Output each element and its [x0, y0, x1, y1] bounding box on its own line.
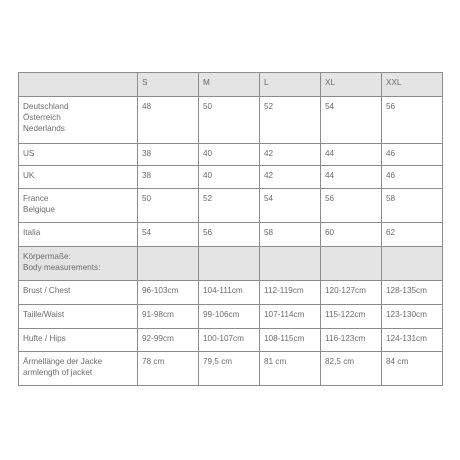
size-chart-table [18, 72, 443, 386]
row-label-line: US [23, 149, 35, 158]
table-cell: 42 [260, 166, 321, 189]
row-label-line: armlength of jacket [23, 368, 93, 377]
table-cell: 38 [138, 144, 199, 166]
table-cell: 50 [199, 97, 260, 144]
row-label [19, 305, 138, 329]
section-cell [260, 247, 321, 281]
table-cell: 84 cm [382, 352, 443, 386]
row-label [19, 166, 138, 189]
header-cell-m: M [199, 73, 260, 97]
table-cell: 96-103cm [138, 281, 199, 305]
table-row [19, 144, 443, 166]
row-label-line: Italia [23, 228, 41, 237]
table-cell: 108-115cm [260, 329, 321, 352]
row-label-line: Belgique [23, 205, 55, 214]
table-cell: 115-122cm [321, 305, 382, 329]
table-cell: 91-98cm [138, 305, 199, 329]
row-label-line: Nederlands [23, 124, 65, 133]
table-cell: 123-130cm [382, 305, 443, 329]
table-cell: 58 [382, 189, 443, 223]
row-label [19, 329, 138, 352]
section-cell [382, 247, 443, 281]
table-cell: 82,5 cm [321, 352, 382, 386]
table-cell: 46 [382, 166, 443, 189]
table-row [19, 223, 443, 247]
table-cell: 54 [138, 223, 199, 247]
table-cell: 48 [138, 97, 199, 144]
section-label-line: Body measurements: [23, 263, 101, 272]
header-cell-l: L [260, 73, 321, 97]
table-cell: 56 [382, 97, 443, 144]
row-label [19, 97, 138, 144]
table-cell: 92-99cm [138, 329, 199, 352]
row-label-line: Brust / Chest [23, 286, 71, 295]
section-cell [199, 247, 260, 281]
table-row [19, 189, 443, 223]
table-cell: 52 [260, 97, 321, 144]
table-cell: 58 [260, 223, 321, 247]
row-label-line: Taille/Waist [23, 310, 65, 319]
table-row [19, 97, 443, 144]
table-cell: 81 cm [260, 352, 321, 386]
row-label-line: France [23, 194, 49, 203]
table-cell: 120-127cm [321, 281, 382, 305]
table-cell: 60 [321, 223, 382, 247]
row-label [19, 352, 138, 386]
section-header-row [19, 247, 443, 281]
table-cell: 44 [321, 144, 382, 166]
table-cell: 40 [199, 144, 260, 166]
row-label [19, 189, 138, 223]
row-label-line: Deutschland [23, 102, 69, 111]
header-cell-empty [19, 73, 138, 97]
table-cell: 46 [382, 144, 443, 166]
table-cell: 40 [199, 166, 260, 189]
measurement-row [19, 329, 443, 352]
table-cell: 112-119cm [260, 281, 321, 305]
table-cell: 128-135cm [382, 281, 443, 305]
table-cell: 100-107cm [199, 329, 260, 352]
measurement-row [19, 352, 443, 386]
row-label-line: Ärmellänge der Jacke [23, 357, 103, 366]
table-cell: 116-123cm [321, 329, 382, 352]
table-cell: 78 cm [138, 352, 199, 386]
table-cell: 56 [199, 223, 260, 247]
table-cell: 99-106cm [199, 305, 260, 329]
table-cell: 42 [260, 144, 321, 166]
table-cell: 107-114cm [260, 305, 321, 329]
table-cell: 79,5 cm [199, 352, 260, 386]
row-label [19, 144, 138, 166]
table-cell: 62 [382, 223, 443, 247]
table-cell: 124-131cm [382, 329, 443, 352]
table-cell: 44 [321, 166, 382, 189]
table-cell: 38 [138, 166, 199, 189]
header-cell-xl: XL [321, 73, 382, 97]
section-label [19, 247, 138, 281]
header-row [19, 73, 443, 97]
table-cell: 104-111cm [199, 281, 260, 305]
table-cell: 52 [199, 189, 260, 223]
row-label-line: Österreich [23, 113, 61, 122]
section-cell [321, 247, 382, 281]
row-label [19, 281, 138, 305]
table-cell: 54 [260, 189, 321, 223]
row-label-line: UK [23, 171, 35, 180]
row-label-line: Hufte / Hips [23, 334, 66, 343]
table-row [19, 166, 443, 189]
row-label [19, 223, 138, 247]
measurement-row [19, 305, 443, 329]
measurement-row [19, 281, 443, 305]
section-label-line: Körpermaße: [23, 252, 71, 261]
table-cell: 50 [138, 189, 199, 223]
header-cell-xxl: XXL [382, 73, 443, 97]
section-cell [138, 247, 199, 281]
table-cell: 56 [321, 189, 382, 223]
table-cell: 54 [321, 97, 382, 144]
header-cell-s: S [138, 73, 199, 97]
